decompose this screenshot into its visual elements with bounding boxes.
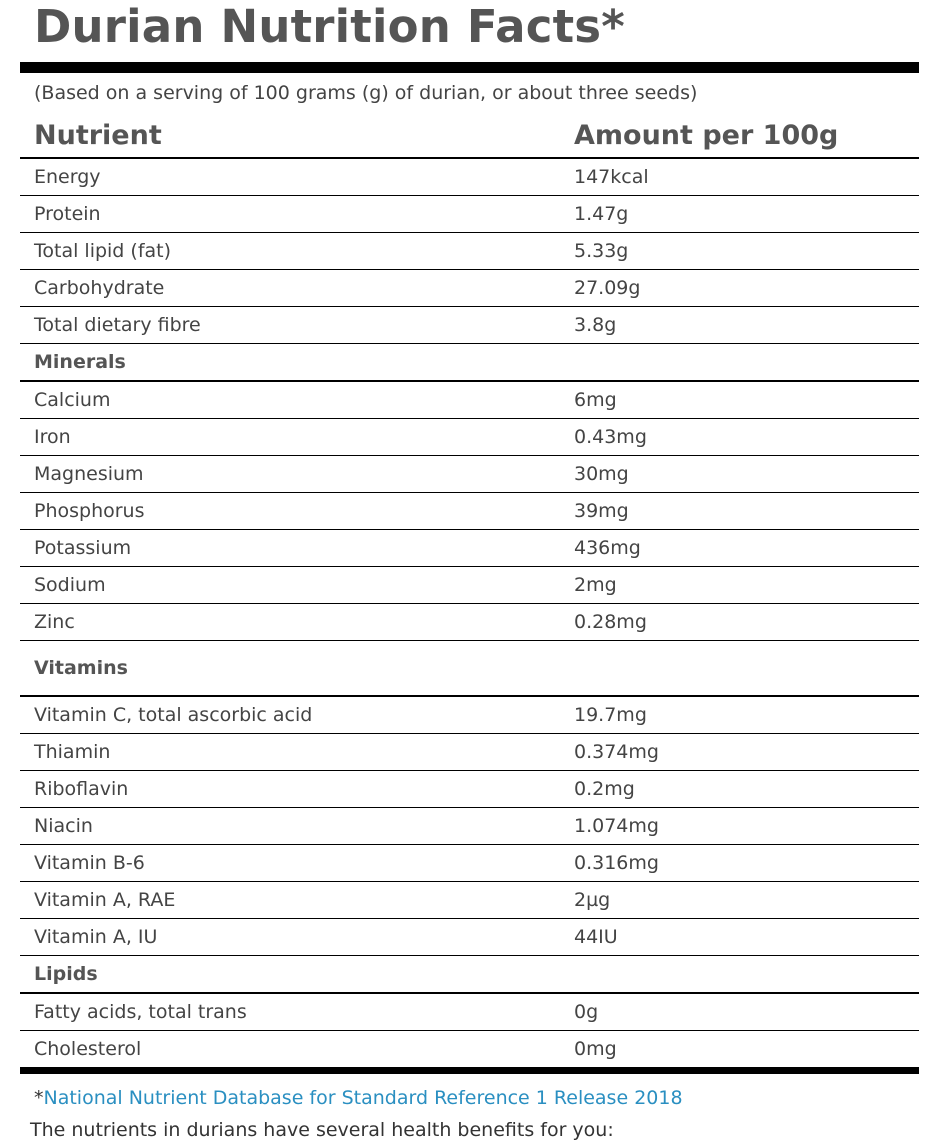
table-row (20, 734, 919, 771)
nutrient-name: Vitamin C, total ascorbic acid (34, 704, 313, 726)
top-rule (20, 62, 919, 73)
footnote-asterisk: * (34, 1087, 44, 1109)
nutrient-name: Magnesium (34, 463, 144, 485)
nutrient-amount: 1.074mg (574, 815, 659, 837)
table-row (20, 771, 919, 808)
nutrient-amount: 0.316mg (574, 852, 659, 874)
nutrient-name: Protein (34, 203, 101, 225)
table-row (20, 697, 919, 734)
table-row (20, 808, 919, 845)
table-row (20, 419, 919, 456)
nutrient-name: Phosphorus (34, 500, 145, 522)
nutrient-amount: 1.47g (574, 203, 629, 225)
nutrient-name: Vitamin B-6 (34, 852, 145, 874)
nutrient-amount: 0.374mg (574, 741, 659, 763)
nutrient-name: Carbohydrate (34, 277, 165, 299)
table-row (20, 845, 919, 882)
nutrient-name: Zinc (34, 611, 75, 633)
nutrient-amount: 0.43mg (574, 426, 647, 448)
footnote (34, 1084, 683, 1112)
nutrient-amount: 0g (574, 1001, 599, 1023)
nutrient-name: Niacin (34, 815, 93, 837)
nutrient-amount: 2mg (574, 574, 617, 596)
header-nutrient: Nutrient (34, 120, 162, 151)
table-row (20, 530, 919, 567)
table-header (20, 115, 919, 159)
nutrition-table (20, 62, 919, 1074)
table-row (20, 919, 919, 956)
header-amount: Amount per 100g (574, 120, 839, 151)
table-row (20, 233, 919, 270)
table-row (20, 270, 919, 307)
nutrient-name: Energy (34, 166, 101, 188)
nutrient-amount: 39mg (574, 500, 629, 522)
nutrient-name: Total lipid (fat) (34, 240, 172, 262)
section-vitamins (20, 641, 919, 697)
nutrient-amount: 2µg (574, 889, 611, 911)
nutrient-name: Fatty acids, total trans (34, 1001, 247, 1023)
table-row (20, 604, 919, 641)
source-link[interactable]: National Nutrient Database for Standard Reference 1 Release 2018 (43, 1087, 683, 1109)
nutrient-amount: 5.33g (574, 240, 629, 262)
table-row (20, 159, 919, 196)
table-row (20, 382, 919, 419)
table-row (20, 994, 919, 1031)
table-row (20, 882, 919, 919)
nutrient-amount: 0.28mg (574, 611, 647, 633)
nutrient-amount: 0mg (574, 1038, 617, 1060)
nutrient-name: Iron (34, 426, 71, 448)
nutrient-amount: 44IU (574, 926, 618, 948)
section-label: Minerals (34, 351, 126, 373)
nutrient-amount: 3.8g (574, 314, 617, 336)
nutrient-amount: 27.09g (574, 277, 641, 299)
nutrient-amount: 147kcal (574, 166, 649, 188)
nutrient-amount: 30mg (574, 463, 629, 485)
table-row (20, 456, 919, 493)
nutrient-name: Calcium (34, 389, 111, 411)
nutrient-amount: 436mg (574, 537, 641, 559)
nutrient-name: Potassium (34, 537, 132, 559)
bottom-rule (20, 1067, 919, 1074)
table-row (20, 493, 919, 530)
nutrient-name: Vitamin A, IU (34, 926, 158, 948)
table-row (20, 567, 919, 604)
section-minerals (20, 344, 919, 382)
nutrient-name: Total dietary fibre (34, 314, 201, 336)
table-row (20, 307, 919, 344)
table-row (20, 1031, 919, 1067)
serving-note: (Based on a serving of 100 grams (g) of durian, or about three seeds) (34, 82, 698, 104)
section-label: Lipids (34, 963, 98, 985)
nutrient-name: Thiamin (34, 741, 111, 763)
body-text: The nutrients in durians have several health benefits for you: (30, 1119, 614, 1141)
section-label: Vitamins (34, 657, 128, 679)
nutrient-name: Sodium (34, 574, 106, 596)
nutrient-amount: 0.2mg (574, 778, 635, 800)
page-title: Durian Nutrition Facts* (34, 0, 626, 53)
nutrient-name: Cholesterol (34, 1038, 142, 1060)
nutrient-name: Vitamin A, RAE (34, 889, 176, 911)
nutrient-amount: 19.7mg (574, 704, 647, 726)
nutrient-amount: 6mg (574, 389, 617, 411)
table-row (20, 196, 919, 233)
nutrient-name: Riboflavin (34, 778, 129, 800)
section-lipids (20, 956, 919, 994)
